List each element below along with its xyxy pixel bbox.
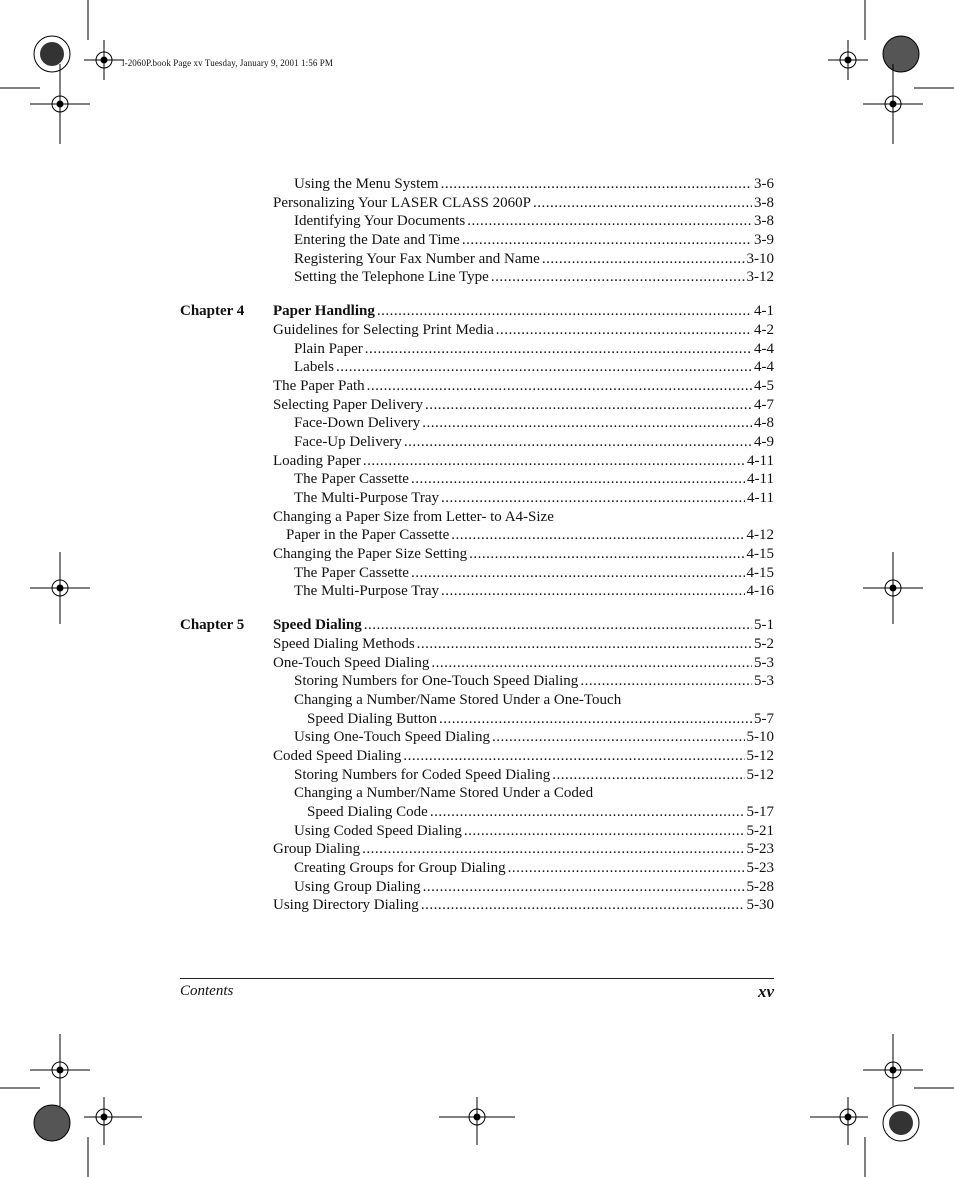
toc-entry-title: Plain Paper [294, 340, 363, 357]
toc-row [180, 194, 774, 213]
toc-page-number: 3-8 [754, 213, 774, 230]
toc-page-number: 4-7 [754, 396, 774, 413]
toc-page-number: 3-8 [754, 194, 774, 211]
dot-leader [451, 526, 744, 545]
toc-entry-link[interactable] [273, 840, 774, 859]
toc-page-number: 4-11 [747, 490, 774, 506]
toc-entry-title: Storing Numbers for One-Touch Speed Dialing [294, 673, 579, 690]
dot-leader [403, 747, 744, 766]
dot-leader [441, 489, 745, 508]
toc-page-number: 3-9 [754, 232, 774, 249]
toc-page-number: 5-12 [746, 747, 774, 764]
toc-page-number: 4-4 [754, 359, 774, 376]
toc-entry-link[interactable] [294, 766, 774, 785]
toc-entry-title: The Paper Cassette [294, 471, 409, 488]
toc-row [180, 470, 774, 489]
dot-leader [417, 635, 752, 654]
toc-entry-title: Using Group Dialing [294, 878, 421, 895]
toc-row [180, 268, 774, 287]
toc-entry-link[interactable] [273, 616, 774, 635]
toc-row [180, 250, 774, 269]
chapter-label: Chapter 5 [180, 617, 245, 634]
dot-leader [464, 822, 745, 841]
toc-row [180, 822, 774, 841]
toc-page-number: 3-6 [754, 176, 774, 192]
toc-row [180, 340, 774, 359]
dot-leader [367, 377, 752, 396]
dot-leader [404, 433, 752, 452]
dot-leader [431, 654, 752, 673]
toc-row [180, 654, 774, 673]
toc-page-number: 4-4 [754, 340, 774, 357]
toc-row [180, 358, 774, 377]
dot-leader [552, 766, 744, 785]
toc-row [180, 564, 774, 583]
toc-entry-link[interactable] [294, 175, 774, 194]
toc-entry-title: Speed Dialing [273, 617, 362, 634]
toc-row [180, 582, 774, 601]
toc-page-number: 5-3 [754, 673, 774, 690]
dot-leader [422, 414, 752, 433]
table-of-contents [180, 175, 774, 915]
toc-page-number: 4-1 [754, 303, 774, 320]
toc-entry-title: Paper in the Paper Cassette [286, 527, 450, 544]
toc-entry-link[interactable] [273, 396, 774, 415]
toc-page-number: 5-12 [746, 766, 774, 783]
toc-page-number: 4-11 [747, 452, 774, 469]
dot-leader [377, 302, 752, 321]
toc-entry-title: The Multi-Purpose Tray [294, 490, 440, 506]
toc-entry-link[interactable] [273, 635, 774, 654]
toc-entry-title: The Paper Path [273, 377, 365, 394]
chapter-label: Chapter 4 [180, 303, 245, 320]
toc-page-number: 5-7 [754, 710, 774, 727]
toc-row [180, 231, 774, 250]
dot-leader [364, 616, 752, 635]
toc-page-number: 4-8 [754, 415, 774, 432]
toc-page-number: 3-12 [746, 269, 774, 286]
toc-page-number: 5-17 [746, 804, 774, 820]
dot-leader [508, 859, 745, 878]
toc-page-number: 3-10 [746, 250, 774, 267]
dot-leader [421, 896, 745, 915]
toc-entry-link[interactable] [286, 526, 774, 545]
toc-entry-title: Selecting Paper Delivery [273, 396, 423, 413]
print-header: l-2060P.book Page xv Tuesday, January 9, 2001 1:56 PM [122, 58, 333, 68]
toc-page-number: 5-3 [754, 654, 774, 671]
footer-divider [180, 978, 774, 979]
dot-leader [441, 582, 744, 601]
toc-row [180, 526, 774, 545]
footer-page-number: xv [757, 982, 774, 1001]
toc-row [180, 859, 774, 878]
toc-entry-link[interactable] [273, 896, 774, 915]
dot-leader [469, 545, 744, 564]
dot-leader [467, 212, 752, 231]
toc-entry-link[interactable] [294, 564, 774, 583]
toc-entry-title: Changing a Number/Name Stored Under a One-Touch [294, 691, 622, 708]
toc-entry-link[interactable] [294, 414, 774, 433]
dot-leader [362, 840, 744, 859]
toc-entry-title: Setting the Telephone Line Type [294, 269, 489, 286]
toc-page-number: 5-28 [746, 878, 774, 895]
toc-entry-title: Face-Up Delivery [294, 433, 402, 450]
toc-row [180, 321, 774, 340]
dot-leader [462, 231, 752, 250]
dot-leader [365, 340, 752, 359]
toc-row [180, 766, 774, 785]
toc-entry-title: Group Dialing [273, 841, 361, 858]
toc-entry-link[interactable] [294, 822, 774, 841]
toc-row [180, 212, 774, 231]
dot-leader [542, 250, 745, 269]
toc-entry-title: Using Coded Speed Dialing [294, 822, 462, 839]
toc-entry-link[interactable] [273, 452, 774, 471]
toc-page-number: 5-1 [754, 617, 774, 634]
toc-entry-link[interactable] [294, 250, 774, 269]
dot-leader [439, 710, 752, 729]
toc-entry-title: Entering the Date and Time [294, 232, 460, 249]
toc-row [180, 728, 774, 747]
toc-page-number: 4-15 [746, 564, 774, 581]
toc-entry-title: Speed Dialing Code [307, 804, 428, 820]
toc-page-number: 4-5 [754, 377, 774, 394]
toc-row [180, 747, 774, 766]
toc-entry-title: Face-Down Delivery [294, 415, 421, 432]
toc-entry-link[interactable] [294, 859, 774, 878]
toc-entry-title: Identifying Your Documents [294, 213, 466, 230]
toc-entry-link[interactable] [273, 545, 774, 564]
toc-entry-link[interactable] [294, 268, 774, 287]
toc-row [180, 691, 774, 710]
toc-entry-title: The Paper Cassette [294, 564, 409, 581]
toc-entry-link[interactable] [294, 728, 774, 747]
toc-entry-title: Changing the Paper Size Setting [273, 546, 468, 563]
toc-entry-title: Personalizing Your LASER CLASS 2060P [273, 194, 531, 211]
toc-page-number: 4-11 [747, 471, 774, 488]
toc-entry-link[interactable] [294, 878, 774, 897]
toc-entry-title: Storing Numbers for Coded Speed Dialing [294, 766, 551, 783]
toc-page-number: 5-10 [746, 729, 774, 746]
toc-entry-title: Speed Dialing Button [307, 710, 437, 727]
toc-entry-title: Paper Handling [273, 303, 375, 320]
toc-entry-link[interactable] [294, 691, 774, 710]
toc-entry-link[interactable] [294, 212, 774, 231]
toc-entry-link[interactable] [273, 377, 774, 396]
toc-page-number: 4-9 [754, 433, 774, 450]
toc-entry-link[interactable] [307, 710, 774, 729]
toc-row [180, 710, 774, 729]
toc-entry-link[interactable] [294, 784, 774, 803]
toc-page-number: 4-2 [754, 321, 774, 338]
toc-entry-link[interactable] [294, 672, 774, 691]
dot-leader [496, 321, 752, 340]
toc-entry-link[interactable] [307, 803, 774, 822]
toc-row [180, 840, 774, 859]
dot-leader [411, 470, 745, 489]
dot-leader [430, 803, 745, 822]
toc-entry-title: Loading Paper [273, 452, 361, 469]
dot-leader [491, 268, 745, 287]
dot-leader [533, 194, 752, 213]
toc-page-number: 5-30 [746, 897, 774, 914]
toc-entry-title: One-Touch Speed Dialing [273, 654, 430, 671]
toc-entry-link[interactable] [273, 302, 774, 321]
dot-leader [411, 564, 745, 583]
toc-entry-title: Changing a Paper Size from Letter- to A4-Size [273, 508, 554, 525]
toc-row [180, 452, 774, 471]
toc-row [180, 508, 774, 527]
dot-leader [363, 452, 745, 471]
toc-row [180, 803, 774, 822]
toc-page-number: 4-16 [746, 583, 774, 600]
toc-entry-title: Using the Menu System [294, 176, 439, 192]
toc-entry-link[interactable] [294, 358, 774, 377]
toc-row [180, 414, 774, 433]
toc-entry-link[interactable] [294, 340, 774, 359]
toc-entry-link[interactable] [294, 470, 774, 489]
toc-row [180, 302, 774, 321]
toc-entry-link[interactable] [273, 747, 774, 766]
toc-row [180, 672, 774, 691]
toc-page-number: 5-21 [746, 822, 774, 839]
toc-entry-title: Registering Your Fax Number and Name [294, 250, 540, 267]
toc-page-number: 5-2 [754, 635, 774, 652]
dot-leader [425, 396, 752, 415]
dot-leader [441, 175, 752, 194]
toc-page-number: 4-15 [746, 546, 774, 563]
toc-entry-link[interactable] [294, 489, 774, 508]
toc-entry-link[interactable] [294, 433, 774, 452]
toc-entry-title: The Multi-Purpose Tray [294, 583, 440, 600]
toc-row [180, 489, 774, 508]
toc-entry-link[interactable] [273, 654, 774, 673]
toc-page-number: 5-23 [746, 841, 774, 858]
toc-row [180, 784, 774, 803]
toc-row [180, 396, 774, 415]
toc-entry-link[interactable] [294, 582, 774, 601]
toc-row [180, 896, 774, 915]
toc-page-number: 5-23 [746, 860, 774, 877]
toc-row [180, 175, 774, 194]
toc-entry-title: Using One-Touch Speed Dialing [294, 729, 490, 746]
toc-row [180, 635, 774, 654]
dot-leader [336, 358, 752, 377]
toc-page-number: 4-12 [746, 527, 774, 544]
toc-row [180, 616, 774, 635]
toc-entry-title: Guidelines for Selecting Print Media [273, 321, 494, 338]
toc-row [180, 377, 774, 396]
toc-entry-title: Creating Groups for Group Dialing [294, 860, 506, 877]
toc-entry-link[interactable] [273, 194, 774, 213]
toc-entry-link[interactable] [273, 508, 774, 527]
toc-entry-title: Changing a Number/Name Stored Under a Coded [294, 785, 594, 802]
toc-entry-link[interactable] [273, 321, 774, 340]
toc-entry-title: Labels [294, 359, 334, 376]
toc-row [180, 433, 774, 452]
toc-entry-title: Coded Speed Dialing [273, 747, 402, 764]
toc-entry-title: Using Directory Dialing [273, 897, 419, 914]
dot-leader [580, 672, 752, 691]
dot-leader [492, 728, 745, 747]
footer-section-name: Contents [180, 983, 234, 999]
toc-entry-title: Speed Dialing Methods [273, 635, 415, 652]
toc-entry-link[interactable] [294, 231, 774, 250]
dot-leader [423, 878, 745, 897]
toc-row [180, 545, 774, 564]
toc-row [180, 878, 774, 897]
